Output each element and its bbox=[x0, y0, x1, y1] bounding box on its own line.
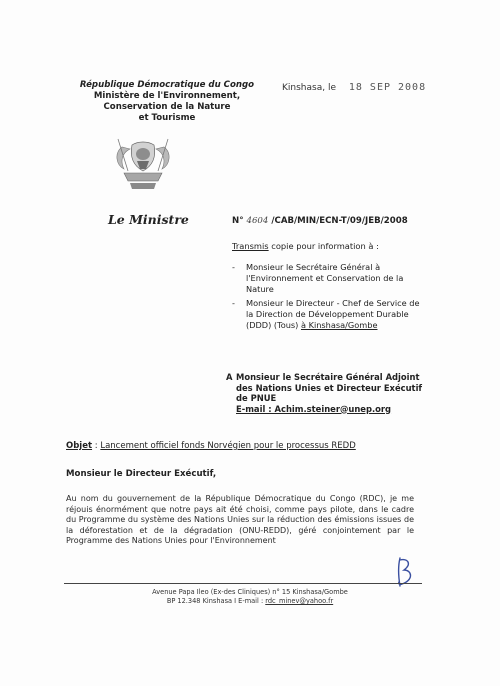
place-label: Kinshasa, le bbox=[282, 83, 336, 93]
ministry-name-line2: Conservation de la Nature bbox=[103, 102, 231, 112]
footer-divider bbox=[64, 583, 422, 584]
recipient-text: Monsieur le Directeur - Chef de Service de la Direction de Développement Durable (DDD) (Tous) bbox=[246, 298, 420, 330]
place-and-date bbox=[282, 82, 426, 93]
reference-number bbox=[232, 216, 408, 226]
subject-text: Lancement officiel fonds Norvégien pour le processus REDD bbox=[100, 441, 356, 451]
reference-prefix: N° bbox=[232, 216, 244, 226]
recipient-item bbox=[232, 262, 422, 295]
addressee-block bbox=[236, 372, 436, 414]
coat-of-arms-emblem bbox=[108, 135, 178, 195]
recipient-tail: à Kinshasa/Gombe bbox=[300, 320, 378, 330]
transmis-word: Transmis bbox=[232, 241, 269, 251]
body-paragraph: Au nom du gouvernement de la République Démocratique du Congo (RDC), je me réjouis énormément que notre pays ait été choisi, comme pays pilote, dans le cadre du Programme du système des Nations Unies sur la réduction des émissions issues de la déforestation et de la dégradation (ONU-REDD), géré conjointement par le Programme des Nations Unies pour l'Environnement bbox=[66, 494, 414, 545]
recipient-item bbox=[232, 298, 422, 331]
footer-contact-line bbox=[100, 597, 400, 606]
subject-line bbox=[66, 441, 356, 451]
reference-handwritten-number: 4604 bbox=[246, 216, 269, 226]
recipient-dash: - bbox=[232, 262, 235, 272]
signatory-title: Le Ministre bbox=[108, 212, 189, 227]
transmis-rest: copie pour information à : bbox=[268, 241, 379, 251]
addressee-name: Monsieur le Secrétaire Général Adjoint des Nations Unies et Directeur Exécutif de PNUE bbox=[236, 372, 423, 403]
footer-address-line: Avenue Papa Ileo (Ex-des Cliniques) n° 15 Kinshasa/Gombe bbox=[152, 588, 348, 596]
footer-email: rdc_minev@yahoo.fr bbox=[265, 597, 334, 605]
addressee-prefix: A bbox=[226, 372, 233, 382]
ministry-name-line3: et Tourisme bbox=[138, 113, 196, 123]
reference-suffix: /CAB/MIN/ECN-T/09/JEB/2008 bbox=[271, 216, 408, 226]
footer-bp: BP 12.348 Kinshasa I E-mail : bbox=[166, 597, 266, 605]
subject-label: Objet bbox=[66, 441, 93, 451]
transmis-line bbox=[232, 241, 379, 251]
ministry-header bbox=[72, 80, 262, 124]
initials-signature bbox=[394, 556, 416, 590]
date-stamp: 18 SEP 2008 bbox=[348, 82, 427, 93]
subject-separator: : bbox=[92, 441, 101, 451]
country-name: République Démocratique du Congo bbox=[79, 80, 255, 90]
ministry-name-line1: Ministère de l'Environnement, bbox=[93, 91, 241, 101]
recipient-dash: - bbox=[232, 298, 235, 308]
salutation: Monsieur le Directeur Exécutif, bbox=[66, 469, 217, 479]
footer-address bbox=[100, 588, 400, 606]
addressee-email: E-mail : Achim.steiner@unep.org bbox=[236, 403, 392, 414]
recipient-text: Monsieur le Secrétaire Général à l'Environnement et Conservation de la Nature bbox=[246, 262, 404, 294]
